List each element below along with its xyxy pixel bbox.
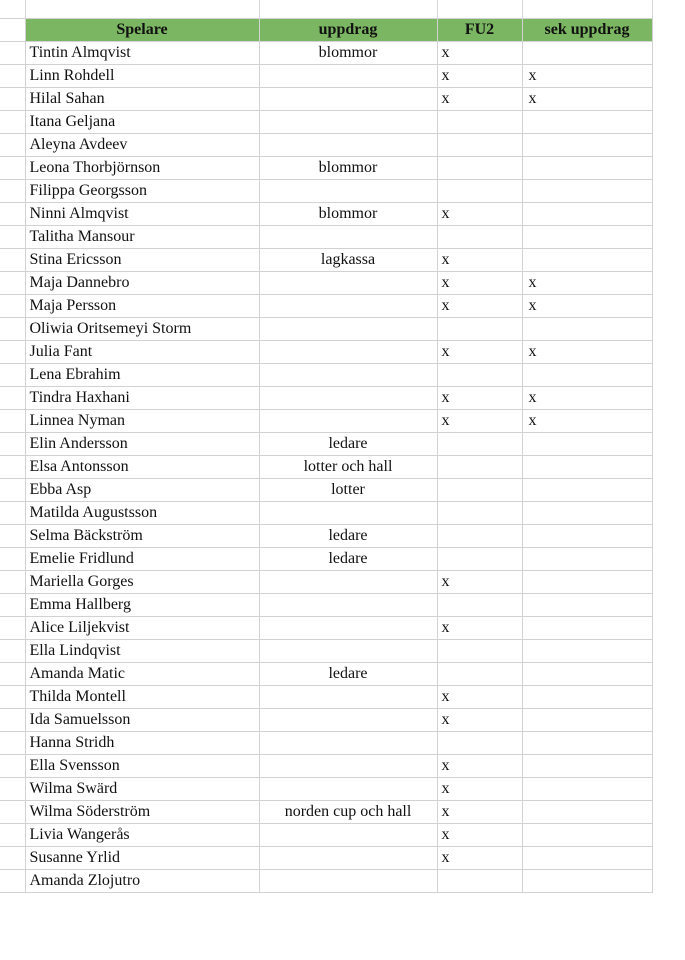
table-row <box>0 778 652 801</box>
fu2-cell[interactable] <box>437 226 522 249</box>
fu2-cell[interactable]: x <box>437 686 522 709</box>
uppdrag-cell[interactable] <box>259 364 437 387</box>
table-row <box>0 640 652 663</box>
table-row <box>0 157 652 180</box>
fu2-cell[interactable] <box>437 502 522 525</box>
table-row <box>0 226 652 249</box>
player-name-cell[interactable]: Emelie Fridlund <box>25 548 259 571</box>
gutter-cell[interactable] <box>0 870 25 893</box>
gutter-cell[interactable] <box>0 801 25 824</box>
fu2-cell[interactable]: x <box>437 824 522 847</box>
gutter-cell[interactable] <box>0 111 25 134</box>
fu2-cell[interactable]: x <box>437 203 522 226</box>
gutter-cell[interactable] <box>0 341 25 364</box>
table-row <box>0 870 652 893</box>
table-row <box>0 709 652 732</box>
gutter-cell[interactable] <box>0 433 25 456</box>
fu2-cell[interactable] <box>437 479 522 502</box>
sek-uppdrag-cell[interactable]: x <box>522 341 652 364</box>
uppdrag-cell[interactable] <box>259 617 437 640</box>
player-name-cell[interactable]: Amanda Zlojutro <box>25 870 259 893</box>
player-name-cell[interactable]: Aleyna Avdeev <box>25 134 259 157</box>
fu2-cell[interactable]: x <box>437 65 522 88</box>
sek-uppdrag-cell[interactable] <box>522 502 652 525</box>
uppdrag-cell[interactable] <box>259 318 437 341</box>
gutter-cell[interactable] <box>0 19 25 42</box>
sek-uppdrag-cell[interactable] <box>522 801 652 824</box>
player-name-cell[interactable]: Ninni Almqvist <box>25 203 259 226</box>
fu2-cell[interactable] <box>437 111 522 134</box>
gutter-cell[interactable] <box>0 479 25 502</box>
fu2-cell[interactable]: x <box>437 249 522 272</box>
uppdrag-cell[interactable] <box>259 134 437 157</box>
player-name-cell[interactable]: Alice Liljekvist <box>25 617 259 640</box>
fu2-cell[interactable]: x <box>437 847 522 870</box>
gutter-cell[interactable] <box>0 249 25 272</box>
fu2-cell[interactable] <box>437 318 522 341</box>
sek-uppdrag-cell[interactable]: x <box>522 88 652 111</box>
gutter-cell[interactable] <box>0 502 25 525</box>
table-row <box>0 88 652 111</box>
table-row <box>0 456 652 479</box>
uppdrag-cell[interactable]: ledare <box>259 525 437 548</box>
header-spelare[interactable]: Spelare <box>25 19 259 42</box>
player-name-cell[interactable]: Matilda Augustsson <box>25 502 259 525</box>
gutter-cell[interactable] <box>0 157 25 180</box>
sek-uppdrag-cell[interactable] <box>522 42 652 65</box>
table-row <box>0 203 652 226</box>
player-name-cell[interactable]: Stina Ericsson <box>25 249 259 272</box>
gutter-cell[interactable] <box>0 732 25 755</box>
player-name-cell[interactable]: Linn Rohdell <box>25 65 259 88</box>
sek-uppdrag-cell[interactable]: x <box>522 295 652 318</box>
gutter-cell[interactable] <box>0 663 25 686</box>
table-row <box>0 847 652 870</box>
table-row <box>0 364 652 387</box>
player-table <box>0 18 653 893</box>
uppdrag-cell[interactable] <box>259 111 437 134</box>
fu2-cell[interactable]: x <box>437 295 522 318</box>
uppdrag-cell[interactable]: ledare <box>259 663 437 686</box>
sek-uppdrag-cell[interactable] <box>522 456 652 479</box>
player-name-cell[interactable]: Hilal Sahan <box>25 88 259 111</box>
fu2-cell[interactable] <box>437 180 522 203</box>
fu2-cell[interactable]: x <box>437 42 522 65</box>
uppdrag-cell[interactable] <box>259 778 437 801</box>
uppdrag-cell[interactable] <box>259 755 437 778</box>
gutter-cell[interactable] <box>0 180 25 203</box>
table-row <box>0 134 652 157</box>
table-row <box>0 824 652 847</box>
sek-uppdrag-cell[interactable] <box>522 571 652 594</box>
uppdrag-cell[interactable] <box>259 410 437 433</box>
gutter-cell[interactable] <box>0 640 25 663</box>
fu2-cell[interactable]: x <box>437 341 522 364</box>
player-name-cell[interactable]: Selma Bäckström <box>25 525 259 548</box>
uppdrag-cell[interactable]: blommor <box>259 203 437 226</box>
table-row <box>0 341 652 364</box>
sek-uppdrag-cell[interactable] <box>522 203 652 226</box>
table-row <box>0 180 652 203</box>
table-row <box>0 249 652 272</box>
player-name-cell[interactable]: Susanne Yrlid <box>25 847 259 870</box>
sek-uppdrag-cell[interactable] <box>522 824 652 847</box>
table-row <box>0 318 652 341</box>
fu2-cell[interactable]: x <box>437 778 522 801</box>
gutter-cell[interactable] <box>0 686 25 709</box>
uppdrag-cell[interactable] <box>259 732 437 755</box>
table-row <box>0 801 652 824</box>
uppdrag-cell[interactable] <box>259 824 437 847</box>
sek-uppdrag-cell[interactable] <box>522 111 652 134</box>
fu2-cell[interactable]: x <box>437 88 522 111</box>
player-name-cell[interactable]: Leona Thorbjörnson <box>25 157 259 180</box>
table-row <box>0 502 652 525</box>
player-name-cell[interactable]: Itana Geljana <box>25 111 259 134</box>
fu2-cell[interactable] <box>437 594 522 617</box>
player-name-cell[interactable]: Elsa Antonsson <box>25 456 259 479</box>
header-fu2[interactable]: FU2 <box>437 19 522 42</box>
table-row <box>0 594 652 617</box>
gutter-cell[interactable] <box>0 65 25 88</box>
player-name-cell[interactable]: Oliwia Oritsemeyi Storm <box>25 318 259 341</box>
uppdrag-cell[interactable] <box>259 295 437 318</box>
gutter-cell[interactable] <box>0 755 25 778</box>
fu2-cell[interactable] <box>437 433 522 456</box>
uppdrag-cell[interactable]: lotter <box>259 479 437 502</box>
gutter-cell[interactable] <box>0 318 25 341</box>
fu2-cell[interactable] <box>437 157 522 180</box>
table-row <box>0 571 652 594</box>
sek-uppdrag-cell[interactable] <box>522 249 652 272</box>
gutter-cell[interactable] <box>0 272 25 295</box>
fu2-cell[interactable] <box>437 640 522 663</box>
uppdrag-cell[interactable] <box>259 387 437 410</box>
uppdrag-cell[interactable] <box>259 571 437 594</box>
sek-uppdrag-cell[interactable] <box>522 180 652 203</box>
fu2-cell[interactable] <box>437 732 522 755</box>
player-name-cell[interactable]: Linnea Nyman <box>25 410 259 433</box>
gutter-cell[interactable] <box>0 88 25 111</box>
sek-uppdrag-cell[interactable] <box>522 479 652 502</box>
fu2-cell[interactable]: x <box>437 571 522 594</box>
gutter-cell[interactable] <box>0 226 25 249</box>
gutter-cell[interactable] <box>0 364 25 387</box>
table-row <box>0 755 652 778</box>
sek-uppdrag-cell[interactable] <box>522 226 652 249</box>
player-name-cell[interactable]: Ida Samuelsson <box>25 709 259 732</box>
table-row <box>0 387 652 410</box>
uppdrag-cell[interactable] <box>259 502 437 525</box>
fu2-cell[interactable]: x <box>437 272 522 295</box>
table-row <box>0 525 652 548</box>
player-name-cell[interactable]: Amanda Matic <box>25 663 259 686</box>
sek-uppdrag-cell[interactable] <box>522 134 652 157</box>
uppdrag-cell[interactable] <box>259 88 437 111</box>
fu2-cell[interactable]: x <box>437 801 522 824</box>
table-row <box>0 732 652 755</box>
player-name-cell[interactable]: Elin Andersson <box>25 433 259 456</box>
fu2-cell[interactable]: x <box>437 387 522 410</box>
sek-uppdrag-cell[interactable] <box>522 364 652 387</box>
fu2-cell[interactable]: x <box>437 709 522 732</box>
player-name-cell[interactable]: Emma Hallberg <box>25 594 259 617</box>
uppdrag-cell[interactable] <box>259 226 437 249</box>
sek-uppdrag-cell[interactable] <box>522 778 652 801</box>
table-row <box>0 548 652 571</box>
player-name-cell[interactable]: Hanna Stridh <box>25 732 259 755</box>
fu2-cell[interactable] <box>437 134 522 157</box>
gutter-cell[interactable] <box>0 525 25 548</box>
table-row <box>0 433 652 456</box>
player-name-cell[interactable]: Mariella Gorges <box>25 571 259 594</box>
player-name-cell[interactable]: Tintin Almqvist <box>25 42 259 65</box>
fu2-cell[interactable]: x <box>437 410 522 433</box>
table-row <box>0 410 652 433</box>
table-row <box>0 479 652 502</box>
player-name-cell[interactable]: Livia Wangerås <box>25 824 259 847</box>
table-row <box>0 42 652 65</box>
table-row <box>0 617 652 640</box>
gutter-cell[interactable] <box>0 571 25 594</box>
header-uppdrag[interactable]: uppdrag <box>259 19 437 42</box>
sek-uppdrag-cell[interactable] <box>522 318 652 341</box>
sek-uppdrag-cell[interactable]: x <box>522 272 652 295</box>
player-name-cell[interactable]: Maja Dannebro <box>25 272 259 295</box>
player-name-cell[interactable]: Thilda Montell <box>25 686 259 709</box>
uppdrag-cell[interactable]: ledare <box>259 433 437 456</box>
gutter-cell[interactable] <box>0 594 25 617</box>
player-name-cell[interactable]: Ebba Asp <box>25 479 259 502</box>
sek-uppdrag-cell[interactable] <box>522 686 652 709</box>
gutter-cell[interactable] <box>0 617 25 640</box>
sek-uppdrag-cell[interactable] <box>522 663 652 686</box>
uppdrag-cell[interactable] <box>259 709 437 732</box>
table-row <box>0 111 652 134</box>
player-name-cell[interactable]: Talitha Mansour <box>25 226 259 249</box>
uppdrag-cell[interactable] <box>259 180 437 203</box>
sek-uppdrag-cell[interactable] <box>522 640 652 663</box>
uppdrag-cell[interactable] <box>259 847 437 870</box>
top-partial-row <box>0 0 685 18</box>
fu2-cell[interactable] <box>437 525 522 548</box>
fu2-cell[interactable] <box>437 364 522 387</box>
uppdrag-cell[interactable] <box>259 594 437 617</box>
sek-uppdrag-cell[interactable]: x <box>522 65 652 88</box>
player-name-cell[interactable]: Lena Ebrahim <box>25 364 259 387</box>
sek-uppdrag-cell[interactable] <box>522 594 652 617</box>
sek-uppdrag-cell[interactable] <box>522 433 652 456</box>
player-name-cell[interactable]: Tindra Haxhani <box>25 387 259 410</box>
player-name-cell[interactable]: Ella Lindqvist <box>25 640 259 663</box>
uppdrag-cell[interactable]: lagkassa <box>259 249 437 272</box>
sek-uppdrag-cell[interactable] <box>522 709 652 732</box>
uppdrag-cell[interactable]: blommor <box>259 157 437 180</box>
fu2-cell[interactable] <box>437 870 522 893</box>
sek-uppdrag-cell[interactable] <box>522 525 652 548</box>
uppdrag-cell[interactable]: norden cup och hall <box>259 801 437 824</box>
table-row <box>0 65 652 88</box>
gutter-cell[interactable] <box>0 824 25 847</box>
header-sek-uppdrag[interactable]: sek uppdrag <box>522 19 652 42</box>
table-row <box>0 663 652 686</box>
gutter-cell[interactable] <box>0 387 25 410</box>
gutter-cell[interactable] <box>0 134 25 157</box>
uppdrag-cell[interactable]: lotter och hall <box>259 456 437 479</box>
player-name-cell[interactable]: Julia Fant <box>25 341 259 364</box>
uppdrag-cell[interactable]: blommor <box>259 42 437 65</box>
gutter-cell[interactable] <box>0 456 25 479</box>
uppdrag-cell[interactable] <box>259 65 437 88</box>
fu2-cell[interactable] <box>437 456 522 479</box>
uppdrag-cell[interactable] <box>259 686 437 709</box>
header-row <box>0 19 652 42</box>
sek-uppdrag-cell[interactable] <box>522 755 652 778</box>
gutter-cell[interactable] <box>0 203 25 226</box>
sek-uppdrag-cell[interactable]: x <box>522 387 652 410</box>
table-row <box>0 272 652 295</box>
player-name-cell[interactable]: Maja Persson <box>25 295 259 318</box>
uppdrag-cell[interactable] <box>259 272 437 295</box>
sek-uppdrag-cell[interactable] <box>522 548 652 571</box>
uppdrag-cell[interactable] <box>259 870 437 893</box>
sek-uppdrag-cell[interactable] <box>522 847 652 870</box>
fu2-cell[interactable] <box>437 663 522 686</box>
player-name-cell[interactable]: Filippa Georgsson <box>25 180 259 203</box>
sek-uppdrag-cell[interactable]: x <box>522 410 652 433</box>
gutter-cell[interactable] <box>0 548 25 571</box>
gutter-cell[interactable] <box>0 709 25 732</box>
gutter-cell[interactable] <box>0 42 25 65</box>
uppdrag-cell[interactable] <box>259 640 437 663</box>
player-name-cell[interactable]: Wilma Söderström <box>25 801 259 824</box>
gutter-cell[interactable] <box>0 410 25 433</box>
fu2-cell[interactable] <box>437 548 522 571</box>
sek-uppdrag-cell[interactable] <box>522 617 652 640</box>
gutter-cell[interactable] <box>0 847 25 870</box>
player-name-cell[interactable]: Ella Svensson <box>25 755 259 778</box>
sek-uppdrag-cell[interactable] <box>522 157 652 180</box>
uppdrag-cell[interactable]: ledare <box>259 548 437 571</box>
sek-uppdrag-cell[interactable] <box>522 732 652 755</box>
table-row <box>0 686 652 709</box>
fu2-cell[interactable]: x <box>437 617 522 640</box>
player-name-cell[interactable]: Wilma Swärd <box>25 778 259 801</box>
fu2-cell[interactable]: x <box>437 755 522 778</box>
table-row <box>0 295 652 318</box>
sek-uppdrag-cell[interactable] <box>522 870 652 893</box>
uppdrag-cell[interactable] <box>259 341 437 364</box>
gutter-cell[interactable] <box>0 778 25 801</box>
gutter-cell[interactable] <box>0 295 25 318</box>
